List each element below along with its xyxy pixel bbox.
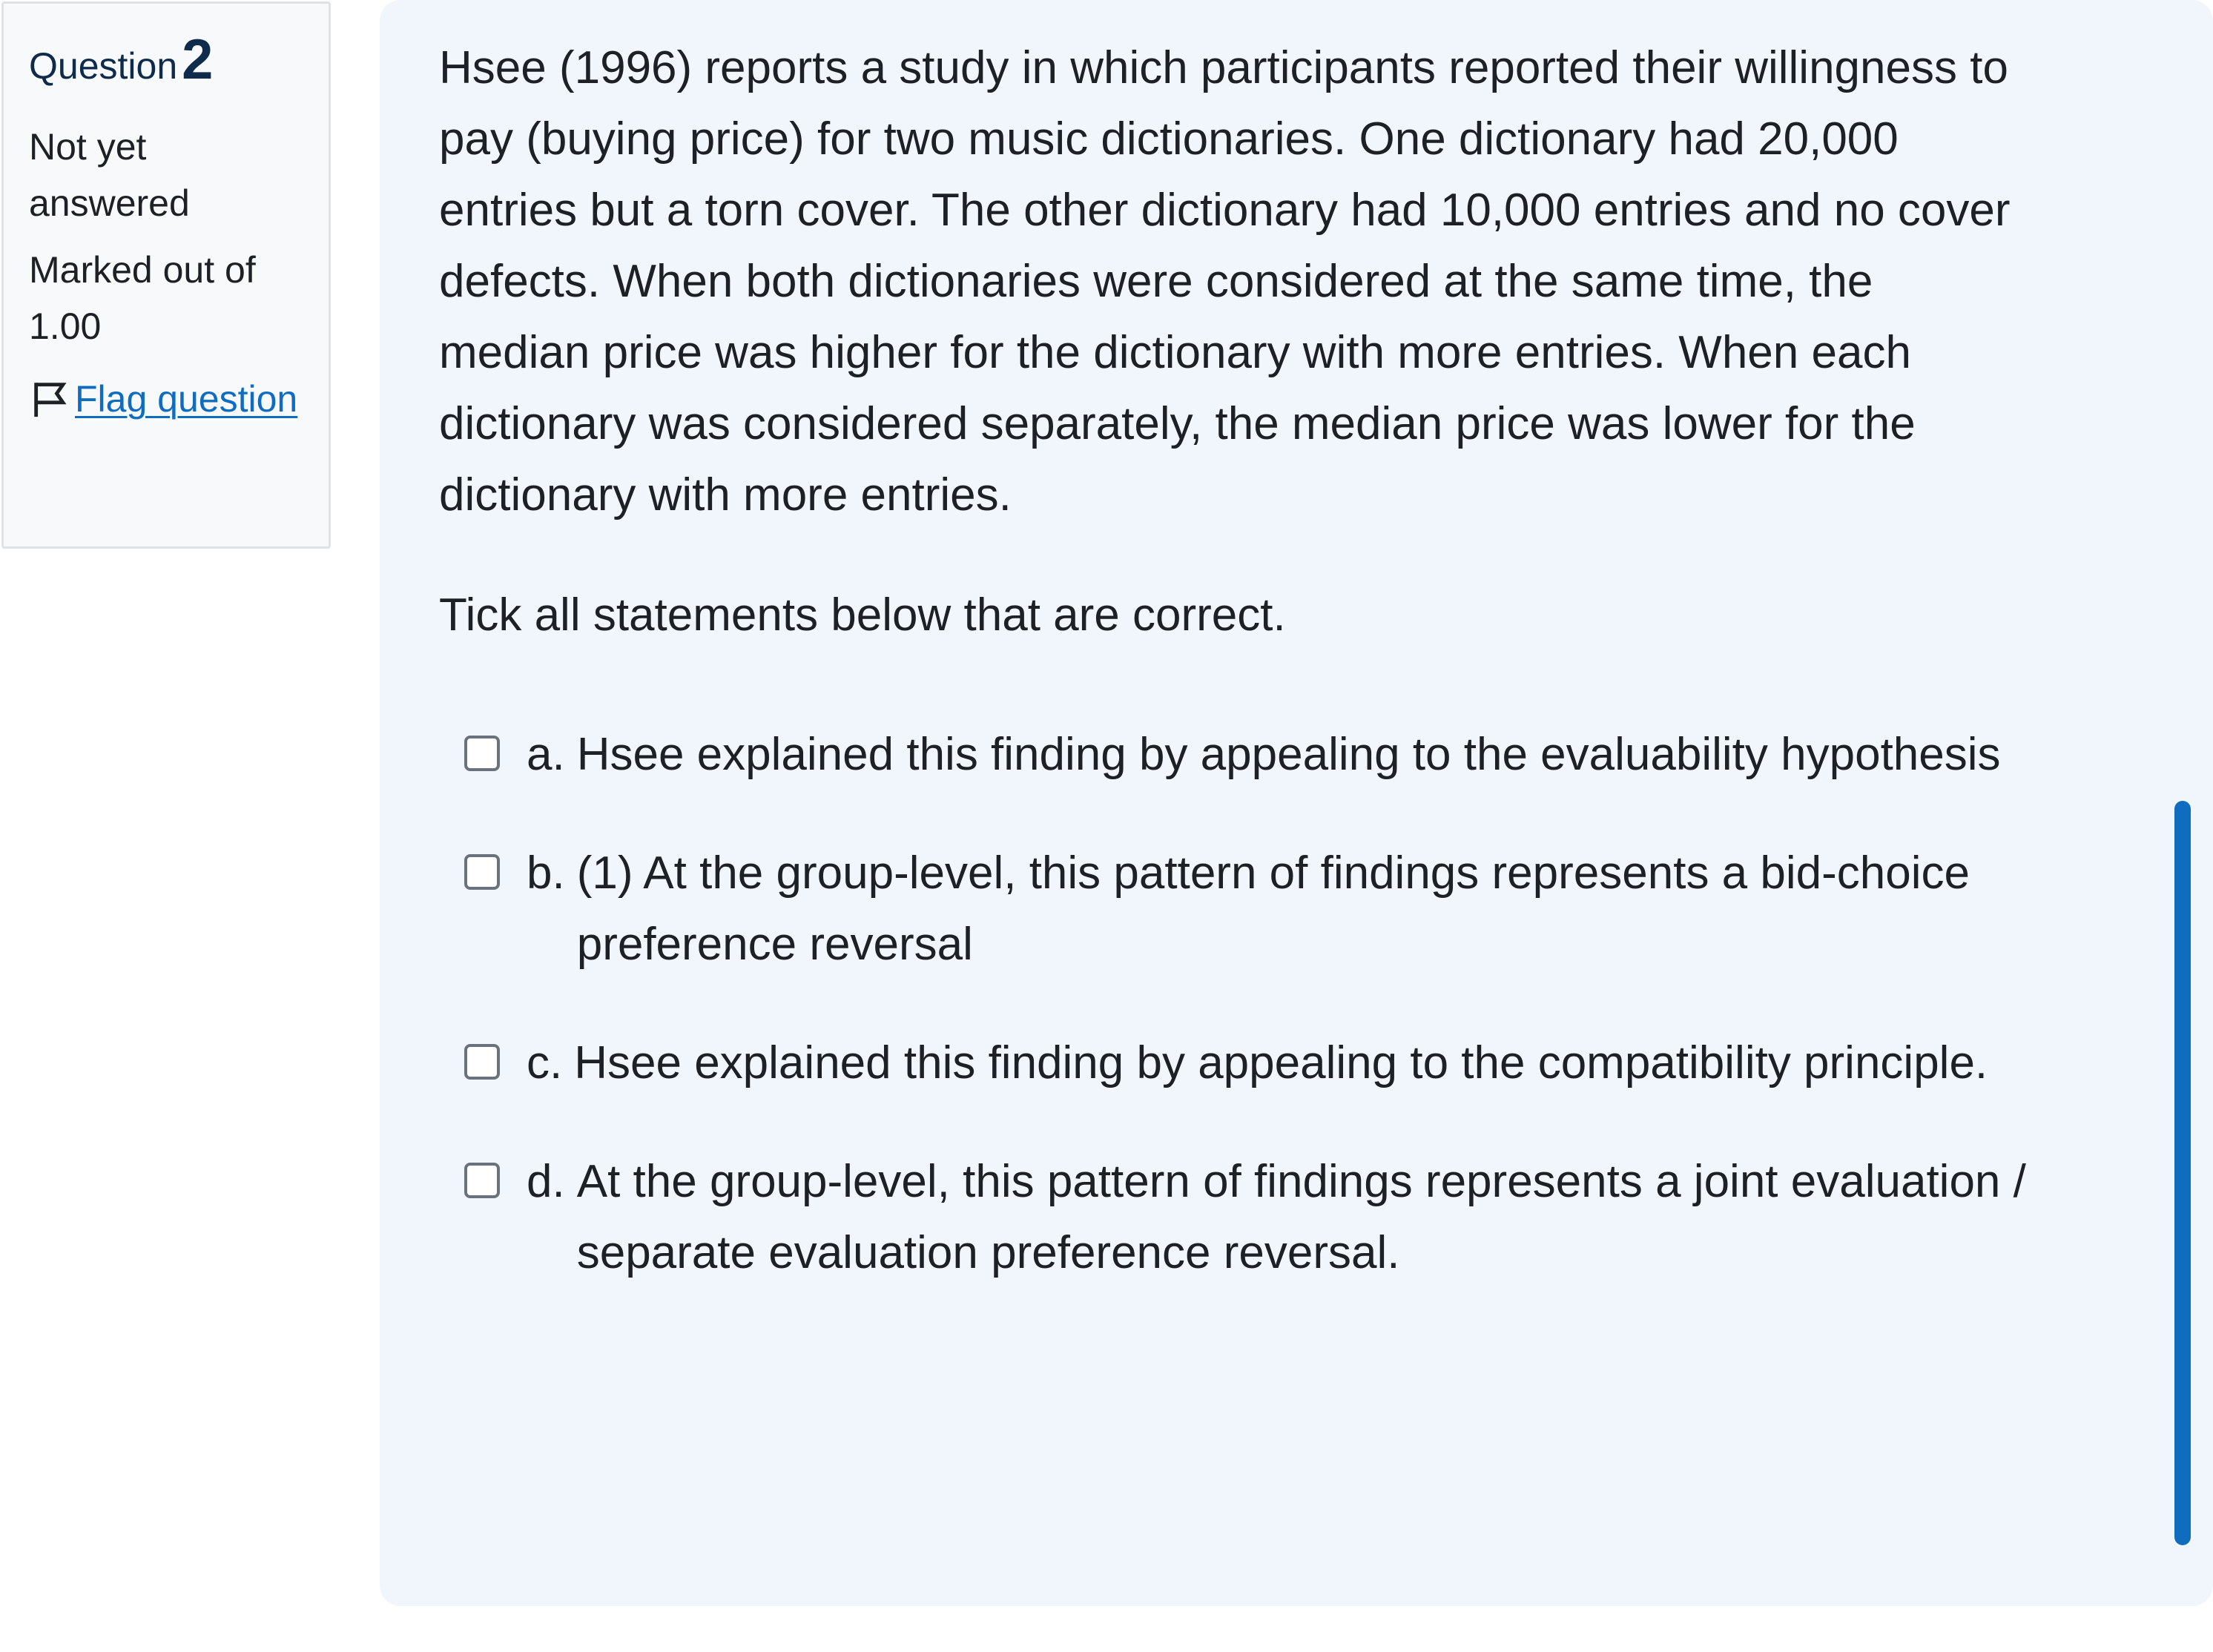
question-grade: Marked out of 1.00: [29, 249, 256, 348]
answer-option-a[interactable]: [464, 719, 2213, 790]
option-text[interactable]: Hsee explained this finding by appealing to the evaluability hypothesis: [576, 729, 2001, 780]
question-number-heading: [29, 26, 303, 93]
option-text[interactable]: Hsee explained this finding by appealing to the compatibility principle.: [574, 1037, 1988, 1088]
option-text[interactable]: (1) At the group-level, this pattern of findings represents a bid-choice preference reversal: [576, 848, 1970, 970]
answer-options: [464, 719, 2213, 1289]
option-letter: d.: [527, 1156, 565, 1207]
flag-icon[interactable]: [29, 377, 72, 420]
answer-option-c[interactable]: [464, 1028, 2213, 1099]
question-label: Question: [29, 45, 178, 87]
checkbox-option-b[interactable]: [464, 854, 500, 890]
answer-option-b[interactable]: [464, 838, 2213, 980]
option-text[interactable]: At the group-level, this pattern of findings represents a joint evaluation / separate evaluation preference reversal.: [576, 1156, 2026, 1278]
question-state: Not yet answered: [29, 126, 190, 225]
question-info-panel: [1, 1, 331, 549]
question-prompt: Tick all statements below that are correct.: [439, 589, 1286, 641]
question-text: Hsee (1996) reports a study in which participants reported their willingness to pay (buying price) for two music dictionaries. One dictionary had 20,000 entries but a torn cover. The other dictionary had 10,000 entries and no cover defects. When both dictionaries were considered at the same time, the median price was higher for the dictionary with more entries. When each dictionary was considered separately, the median price was lower for the dictionary with more entries.: [439, 42, 2011, 521]
option-letter: c.: [527, 1037, 563, 1088]
option-letter: a.: [527, 729, 565, 780]
checkbox-option-a[interactable]: [464, 736, 500, 771]
option-letter: b.: [527, 848, 565, 899]
question-content: [380, 0, 2213, 1606]
scrollbar[interactable]: [2174, 801, 2191, 1545]
answer-option-d[interactable]: [464, 1146, 2213, 1289]
checkbox-option-d[interactable]: [464, 1163, 500, 1198]
flag-question-link[interactable]: Flag question: [75, 378, 298, 420]
checkbox-option-c[interactable]: [464, 1044, 500, 1080]
flag-question-control[interactable]: [29, 371, 303, 427]
question-number: 2: [182, 28, 214, 91]
